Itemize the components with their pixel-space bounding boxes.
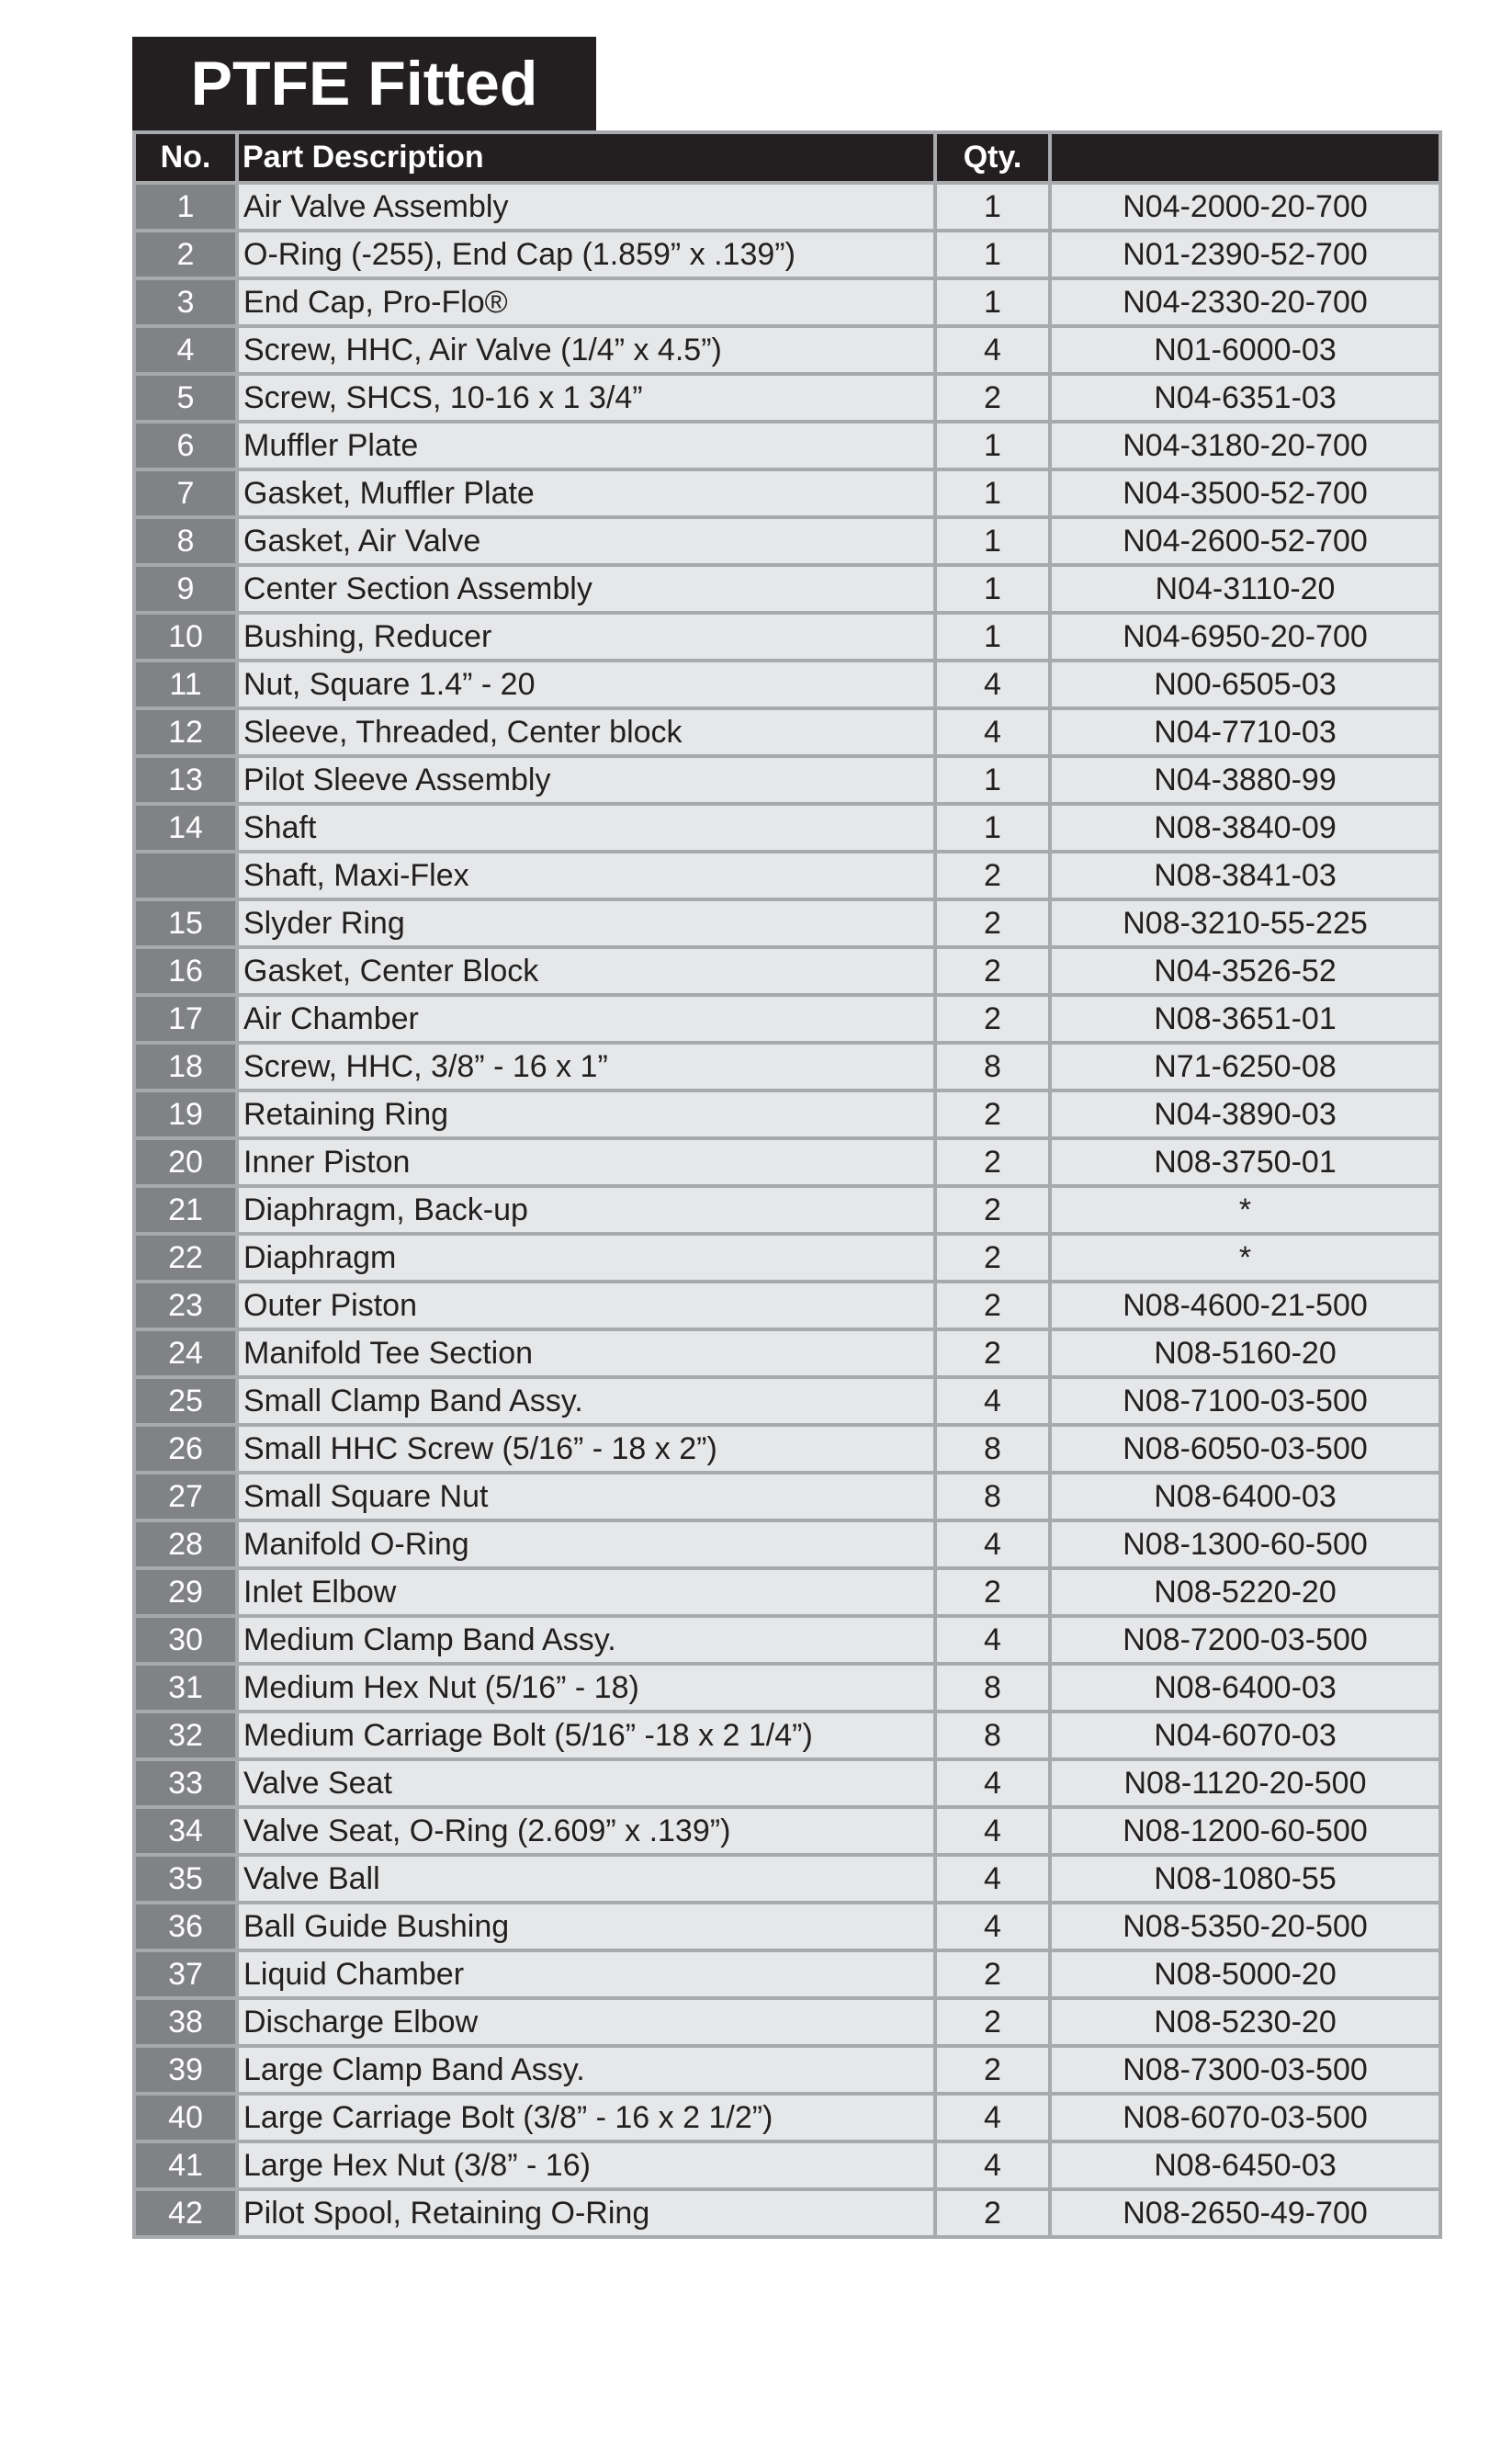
part-description-cell: Sleeve, Threaded, Center block: [237, 708, 935, 756]
item-number-cell: 21: [134, 1186, 237, 1234]
item-number-cell: 36: [134, 1903, 237, 1950]
item-number-cell: 40: [134, 2094, 237, 2141]
part-description-cell: Valve Seat, O-Ring (2.609” x .139”): [237, 1807, 935, 1855]
quantity-cell: 2: [935, 374, 1050, 422]
part-number-cell: N04-7710-03: [1050, 708, 1440, 756]
quantity-cell: 2: [935, 1186, 1050, 1234]
part-description-cell: Retaining Ring: [237, 1090, 935, 1138]
part-number-cell: *: [1050, 1234, 1440, 1282]
column-header-no: No.: [134, 132, 237, 183]
parts-table: [132, 130, 1442, 2239]
part-description-cell: Large Hex Nut (3/8” - 16): [237, 2141, 935, 2189]
item-number-cell: 41: [134, 2141, 237, 2189]
part-description-cell: Large Clamp Band Assy.: [237, 2046, 935, 2094]
part-number-cell: N08-5160-20: [1050, 1329, 1440, 1377]
item-number-cell: 14: [134, 804, 237, 852]
table-row: [134, 1855, 1440, 1903]
item-number-cell: 16: [134, 947, 237, 995]
part-description-cell: Gasket, Air Valve: [237, 517, 935, 565]
table-row: [134, 804, 1440, 852]
part-description-cell: Pilot Spool, Retaining O-Ring: [237, 2189, 935, 2237]
part-number-cell: N08-3651-01: [1050, 995, 1440, 1043]
part-description-cell: Small Square Nut: [237, 1473, 935, 1520]
table-row: [134, 708, 1440, 756]
table-row: [134, 1616, 1440, 1664]
part-description-cell: Discharge Elbow: [237, 1998, 935, 2046]
part-number-cell: N04-6070-03: [1050, 1712, 1440, 1759]
quantity-cell: 2: [935, 2046, 1050, 2094]
table-body: [134, 183, 1440, 2237]
item-number-cell: 12: [134, 708, 237, 756]
table-row: [134, 756, 1440, 804]
table-row: [134, 995, 1440, 1043]
table-row: [134, 1329, 1440, 1377]
item-number-cell: 31: [134, 1664, 237, 1712]
table-row: [134, 469, 1440, 517]
part-description-cell: Valve Ball: [237, 1855, 935, 1903]
item-number-cell: 34: [134, 1807, 237, 1855]
item-number-cell: 42: [134, 2189, 237, 2237]
quantity-cell: 1: [935, 231, 1050, 278]
part-description-cell: Air Valve Assembly: [237, 183, 935, 231]
item-number-cell: 30: [134, 1616, 237, 1664]
part-description-cell: Muffler Plate: [237, 422, 935, 469]
part-number-cell: N08-6400-03: [1050, 1664, 1440, 1712]
table-row: [134, 2094, 1440, 2141]
part-description-cell: O-Ring (-255), End Cap (1.859” x .139”): [237, 231, 935, 278]
part-number-cell: N01-2390-52-700: [1050, 231, 1440, 278]
quantity-cell: 1: [935, 469, 1050, 517]
part-description-cell: Ball Guide Bushing: [237, 1903, 935, 1950]
table-row: [134, 326, 1440, 374]
item-number-cell: 24: [134, 1329, 237, 1377]
part-number-cell: N08-6050-03-500: [1050, 1425, 1440, 1473]
item-number-cell: 7: [134, 469, 237, 517]
table-row: [134, 231, 1440, 278]
part-description-cell: Shaft: [237, 804, 935, 852]
part-number-cell: N08-5230-20: [1050, 1998, 1440, 2046]
quantity-cell: 2: [935, 1282, 1050, 1329]
quantity-cell: 2: [935, 899, 1050, 947]
quantity-cell: 8: [935, 1043, 1050, 1090]
table-row: [134, 1282, 1440, 1329]
part-description-cell: Manifold O-Ring: [237, 1520, 935, 1568]
part-number-cell: N01-6000-03: [1050, 326, 1440, 374]
item-number-cell: 28: [134, 1520, 237, 1568]
item-number-cell: 19: [134, 1090, 237, 1138]
part-number-cell: N08-3210-55-225: [1050, 899, 1440, 947]
table-row: [134, 517, 1440, 565]
item-number-cell: 10: [134, 613, 237, 661]
part-description-cell: Inner Piston: [237, 1138, 935, 1186]
part-description-cell: Shaft, Maxi-Flex: [237, 852, 935, 899]
quantity-cell: 1: [935, 422, 1050, 469]
item-number-cell: 38: [134, 1998, 237, 2046]
table-row: [134, 278, 1440, 326]
part-number-cell: N08-7200-03-500: [1050, 1616, 1440, 1664]
table-row: [134, 1186, 1440, 1234]
quantity-cell: 2: [935, 1568, 1050, 1616]
part-number-cell: N08-1120-20-500: [1050, 1759, 1440, 1807]
part-number-cell: N04-3110-20: [1050, 565, 1440, 613]
part-number-cell: N04-2000-20-700: [1050, 183, 1440, 231]
table-row: [134, 947, 1440, 995]
part-number-cell: N04-2330-20-700: [1050, 278, 1440, 326]
part-description-cell: Outer Piston: [237, 1282, 935, 1329]
table-row: [134, 2046, 1440, 2094]
part-number-cell: N08-5000-20: [1050, 1950, 1440, 1998]
column-header-part-number: [1050, 132, 1440, 183]
part-number-cell: N08-3841-03: [1050, 852, 1440, 899]
part-description-cell: Medium Carriage Bolt (5/16” -18 x 2 1/4”): [237, 1712, 935, 1759]
column-header-qty: Qty.: [935, 132, 1050, 183]
quantity-cell: 1: [935, 517, 1050, 565]
quantity-cell: 1: [935, 613, 1050, 661]
part-number-cell: N00-6505-03: [1050, 661, 1440, 708]
part-description-cell: Center Section Assembly: [237, 565, 935, 613]
part-number-cell: N04-3180-20-700: [1050, 422, 1440, 469]
item-number-cell: 22: [134, 1234, 237, 1282]
table-row: [134, 422, 1440, 469]
part-number-cell: N08-4600-21-500: [1050, 1282, 1440, 1329]
item-number-cell: [134, 852, 237, 899]
item-number-cell: 39: [134, 2046, 237, 2094]
part-number-cell: N04-3880-99: [1050, 756, 1440, 804]
part-description-cell: Inlet Elbow: [237, 1568, 935, 1616]
part-number-cell: N04-6351-03: [1050, 374, 1440, 422]
quantity-cell: 4: [935, 1616, 1050, 1664]
table-title: PTFE Fitted: [132, 37, 596, 130]
quantity-cell: 2: [935, 1329, 1050, 1377]
table-row: [134, 1998, 1440, 2046]
part-description-cell: Medium Clamp Band Assy.: [237, 1616, 935, 1664]
table-row: [134, 899, 1440, 947]
part-description-cell: Large Carriage Bolt (3/8” - 16 x 2 1/2”): [237, 2094, 935, 2141]
table-row: [134, 1712, 1440, 1759]
table-row: [134, 852, 1440, 899]
quantity-cell: 4: [935, 661, 1050, 708]
part-number-cell: N04-3890-03: [1050, 1090, 1440, 1138]
quantity-cell: 4: [935, 2094, 1050, 2141]
part-number-cell: N08-6450-03: [1050, 2141, 1440, 2189]
quantity-cell: 8: [935, 1712, 1050, 1759]
item-number-cell: 8: [134, 517, 237, 565]
part-number-cell: N08-1300-60-500: [1050, 1520, 1440, 1568]
item-number-cell: 5: [134, 374, 237, 422]
quantity-cell: 4: [935, 1855, 1050, 1903]
part-description-cell: Bushing, Reducer: [237, 613, 935, 661]
table-row: [134, 183, 1440, 231]
part-description-cell: Gasket, Muffler Plate: [237, 469, 935, 517]
part-description-cell: Screw, HHC, Air Valve (1/4” x 4.5”): [237, 326, 935, 374]
part-number-cell: N04-3500-52-700: [1050, 469, 1440, 517]
item-number-cell: 15: [134, 899, 237, 947]
part-number-cell: N08-6400-03: [1050, 1473, 1440, 1520]
item-number-cell: 37: [134, 1950, 237, 1998]
part-description-cell: Valve Seat: [237, 1759, 935, 1807]
quantity-cell: 1: [935, 756, 1050, 804]
part-number-cell: N04-6950-20-700: [1050, 613, 1440, 661]
part-number-cell: N04-2600-52-700: [1050, 517, 1440, 565]
table-row: [134, 2141, 1440, 2189]
part-number-cell: N08-5350-20-500: [1050, 1903, 1440, 1950]
quantity-cell: 2: [935, 1234, 1050, 1282]
quantity-cell: 4: [935, 1759, 1050, 1807]
table-row: [134, 613, 1440, 661]
quantity-cell: 4: [935, 708, 1050, 756]
table-row: [134, 2189, 1440, 2237]
quantity-cell: 4: [935, 1520, 1050, 1568]
table-header: [134, 132, 1440, 183]
table-row: [134, 1950, 1440, 1998]
item-number-cell: 13: [134, 756, 237, 804]
part-description-cell: Small Clamp Band Assy.: [237, 1377, 935, 1425]
table-row: [134, 661, 1440, 708]
item-number-cell: 2: [134, 231, 237, 278]
quantity-cell: 8: [935, 1425, 1050, 1473]
table-row: [134, 1807, 1440, 1855]
item-number-cell: 9: [134, 565, 237, 613]
part-description-cell: Manifold Tee Section: [237, 1329, 935, 1377]
quantity-cell: 2: [935, 1950, 1050, 1998]
quantity-cell: 4: [935, 326, 1050, 374]
table-row: [134, 1043, 1440, 1090]
item-number-cell: 26: [134, 1425, 237, 1473]
quantity-cell: 8: [935, 1473, 1050, 1520]
item-number-cell: 11: [134, 661, 237, 708]
quantity-cell: 4: [935, 1807, 1050, 1855]
item-number-cell: 20: [134, 1138, 237, 1186]
table-row: [134, 1568, 1440, 1616]
item-number-cell: 25: [134, 1377, 237, 1425]
quantity-cell: 2: [935, 995, 1050, 1043]
part-description-cell: Diaphragm: [237, 1234, 935, 1282]
table-row: [134, 1473, 1440, 1520]
part-description-cell: Screw, HHC, 3/8” - 16 x 1”: [237, 1043, 935, 1090]
item-number-cell: 6: [134, 422, 237, 469]
part-description-cell: Slyder Ring: [237, 899, 935, 947]
item-number-cell: 18: [134, 1043, 237, 1090]
item-number-cell: 33: [134, 1759, 237, 1807]
item-number-cell: 29: [134, 1568, 237, 1616]
item-number-cell: 17: [134, 995, 237, 1043]
quantity-cell: 8: [935, 1664, 1050, 1712]
part-number-cell: N08-5220-20: [1050, 1568, 1440, 1616]
part-description-cell: Nut, Square 1.4” - 20: [237, 661, 935, 708]
part-description-cell: Medium Hex Nut (5/16” - 18): [237, 1664, 935, 1712]
part-description-cell: Small HHC Screw (5/16” - 18 x 2”): [237, 1425, 935, 1473]
item-number-cell: 3: [134, 278, 237, 326]
part-description-cell: Screw, SHCS, 10-16 x 1 3/4”: [237, 374, 935, 422]
part-description-cell: Air Chamber: [237, 995, 935, 1043]
table-row: [134, 1090, 1440, 1138]
table-row: [134, 1520, 1440, 1568]
part-number-cell: N08-1200-60-500: [1050, 1807, 1440, 1855]
item-number-cell: 23: [134, 1282, 237, 1329]
table-row: [134, 565, 1440, 613]
quantity-cell: 1: [935, 278, 1050, 326]
table-row: [134, 1664, 1440, 1712]
item-number-cell: 1: [134, 183, 237, 231]
table-row: [134, 1138, 1440, 1186]
quantity-cell: 1: [935, 565, 1050, 613]
quantity-cell: 2: [935, 1138, 1050, 1186]
part-number-cell: N04-3526-52: [1050, 947, 1440, 995]
part-description-cell: Liquid Chamber: [237, 1950, 935, 1998]
item-number-cell: 27: [134, 1473, 237, 1520]
part-number-cell: N08-3840-09: [1050, 804, 1440, 852]
quantity-cell: 2: [935, 1998, 1050, 2046]
quantity-cell: 2: [935, 947, 1050, 995]
part-number-cell: N08-2650-49-700: [1050, 2189, 1440, 2237]
quantity-cell: 2: [935, 852, 1050, 899]
quantity-cell: 2: [935, 1090, 1050, 1138]
table-row: [134, 1903, 1440, 1950]
header-row: [134, 132, 1440, 183]
table-row: [134, 374, 1440, 422]
item-number-cell: 32: [134, 1712, 237, 1759]
quantity-cell: 1: [935, 183, 1050, 231]
part-number-cell: N71-6250-08: [1050, 1043, 1440, 1090]
part-description-cell: Gasket, Center Block: [237, 947, 935, 995]
table-row: [134, 1759, 1440, 1807]
item-number-cell: 35: [134, 1855, 237, 1903]
part-number-cell: N08-1080-55: [1050, 1855, 1440, 1903]
part-number-cell: N08-6070-03-500: [1050, 2094, 1440, 2141]
table-row: [134, 1377, 1440, 1425]
quantity-cell: 4: [935, 1903, 1050, 1950]
item-number-cell: 4: [134, 326, 237, 374]
part-description-cell: End Cap, Pro-Flo®: [237, 278, 935, 326]
table-row: [134, 1425, 1440, 1473]
quantity-cell: 2: [935, 2189, 1050, 2237]
part-description-cell: Pilot Sleeve Assembly: [237, 756, 935, 804]
part-number-cell: N08-7100-03-500: [1050, 1377, 1440, 1425]
column-header-description: Part Description: [237, 132, 935, 183]
quantity-cell: 1: [935, 804, 1050, 852]
part-description-cell: Diaphragm, Back-up: [237, 1186, 935, 1234]
quantity-cell: 4: [935, 2141, 1050, 2189]
part-number-cell: *: [1050, 1186, 1440, 1234]
quantity-cell: 4: [935, 1377, 1050, 1425]
part-number-cell: N08-7300-03-500: [1050, 2046, 1440, 2094]
table-row: [134, 1234, 1440, 1282]
part-number-cell: N08-3750-01: [1050, 1138, 1440, 1186]
